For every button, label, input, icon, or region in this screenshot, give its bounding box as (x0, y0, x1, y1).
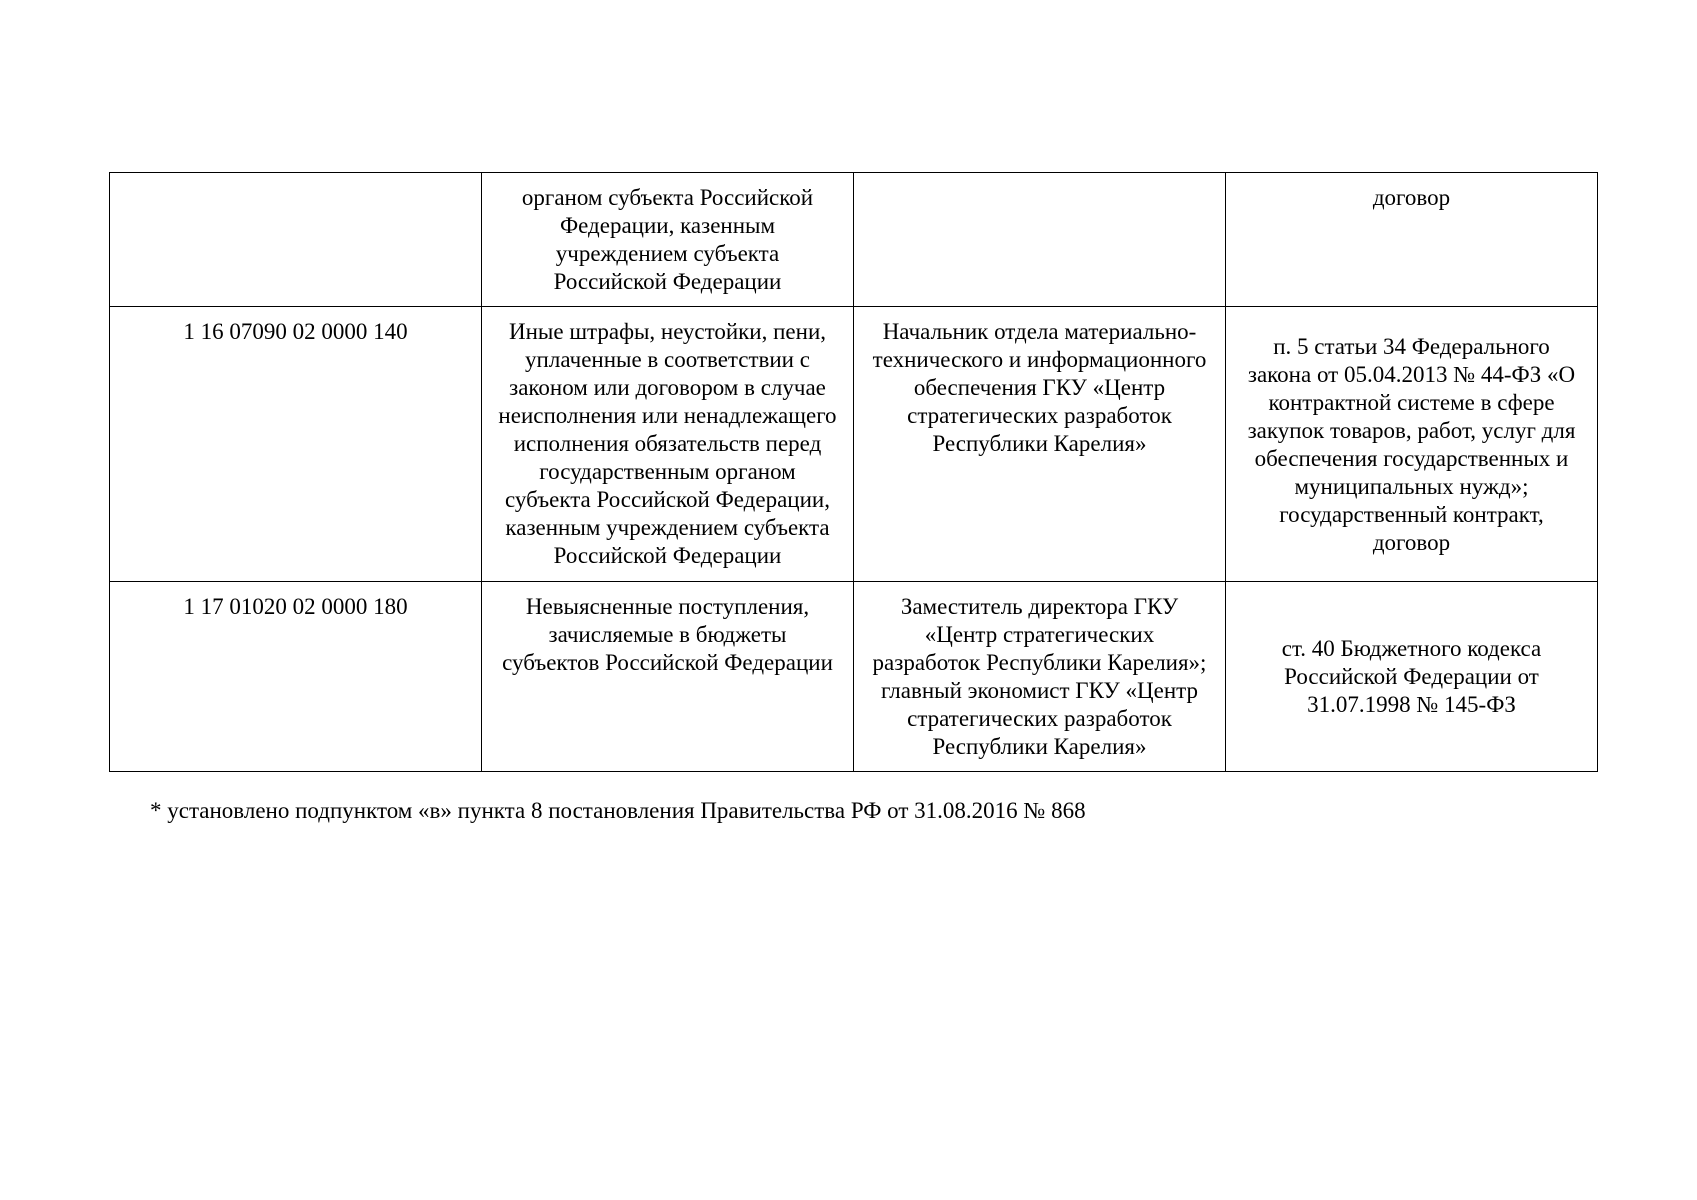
name-line: исполнения обязательств перед (513, 431, 822, 456)
name-line: органом субъекта Российской (521, 185, 814, 210)
responsible-line: Заместитель директора ГКУ (900, 594, 1179, 619)
name-line: учреждением субъекта (555, 241, 780, 266)
name-line: казенным учреждением субъекта (505, 515, 830, 540)
basis-line: договор (1372, 185, 1451, 210)
basis-cell (1226, 582, 1598, 772)
basis-line: договор (1372, 529, 1451, 555)
responsible-line: главный экономист ГКУ «Центр (881, 678, 1198, 703)
basis-line: муниципальных нужд»; (1294, 473, 1529, 499)
basis-line: контрактной системе в сфере (1268, 389, 1555, 415)
code-cell (110, 307, 482, 582)
basis-line: закона от 05.04.2013 № 44-ФЗ «О (1247, 361, 1576, 387)
basis-line: обеспечения государственных и (1254, 445, 1569, 471)
name-cell (482, 307, 854, 582)
responsible-line: стратегических разработок (907, 403, 1172, 428)
basis-cell (1226, 173, 1598, 307)
responsible-line: Республики Карелия» (932, 431, 1147, 456)
name-cell (482, 582, 854, 772)
responsible-cell (854, 173, 1226, 307)
basis-line: ст. 40 Бюджетного кодекса (1281, 636, 1542, 661)
responsible-line: стратегических разработок (907, 706, 1172, 731)
code-cell (110, 582, 482, 772)
name-line: законом или договором в случае (509, 375, 826, 400)
responsible-cell (854, 307, 1226, 582)
name-line: Российской Федерации (553, 269, 782, 294)
name-cell (482, 173, 854, 307)
basis-line: п. 5 статьи 34 Федерального (1273, 333, 1550, 359)
table-row (110, 307, 1598, 582)
responsible-line: Начальник отдела материально- (882, 319, 1197, 344)
responsible-line: обеспечения ГКУ «Центр (913, 375, 1166, 400)
name-line: зачисляемые в бюджеты (548, 622, 787, 647)
basis-cell (1226, 307, 1598, 582)
name-line: субъектов Российской Федерации (502, 650, 833, 675)
name-line: Федерации, казенным (559, 213, 776, 238)
name-line: Российской Федерации (553, 543, 782, 568)
basis-line: закупок товаров, работ, услуг для (1247, 417, 1576, 443)
code-text: 1 17 01020 02 0000 180 (183, 594, 408, 619)
name-line: субъекта Российской Федерации, (505, 487, 830, 512)
basis-line: Российской Федерации от (1284, 664, 1539, 689)
code-text: 1 16 07090 02 0000 140 (183, 319, 408, 344)
name-line: неисполнения или ненадлежащего (498, 403, 837, 428)
responsible-line: технического и информационного (872, 347, 1207, 372)
responsible-line: «Центр стратегических (924, 622, 1155, 647)
table-row (110, 582, 1598, 772)
code-cell (110, 173, 482, 307)
name-line: Невыясненные поступления, (525, 594, 810, 619)
basis-line: государственный контракт, (1279, 501, 1544, 527)
footnote: * установлено подпунктом «в» пункта 8 постановления Правительства РФ от 31.08.2016 № 868 (150, 798, 1086, 823)
name-line: государственным органом (539, 459, 796, 484)
name-line: Иные штрафы, неустойки, пени, (508, 319, 826, 344)
basis-line: 31.07.1998 № 145-ФЗ (1307, 692, 1516, 717)
responsible-line: разработок Республики Карелия»; (872, 650, 1207, 675)
responsible-line: Республики Карелия» (932, 734, 1147, 759)
table-row (110, 173, 1598, 307)
responsible-cell (854, 582, 1226, 772)
revenue-table (109, 172, 1598, 772)
name-line: уплаченные в соответствии с (525, 347, 810, 372)
